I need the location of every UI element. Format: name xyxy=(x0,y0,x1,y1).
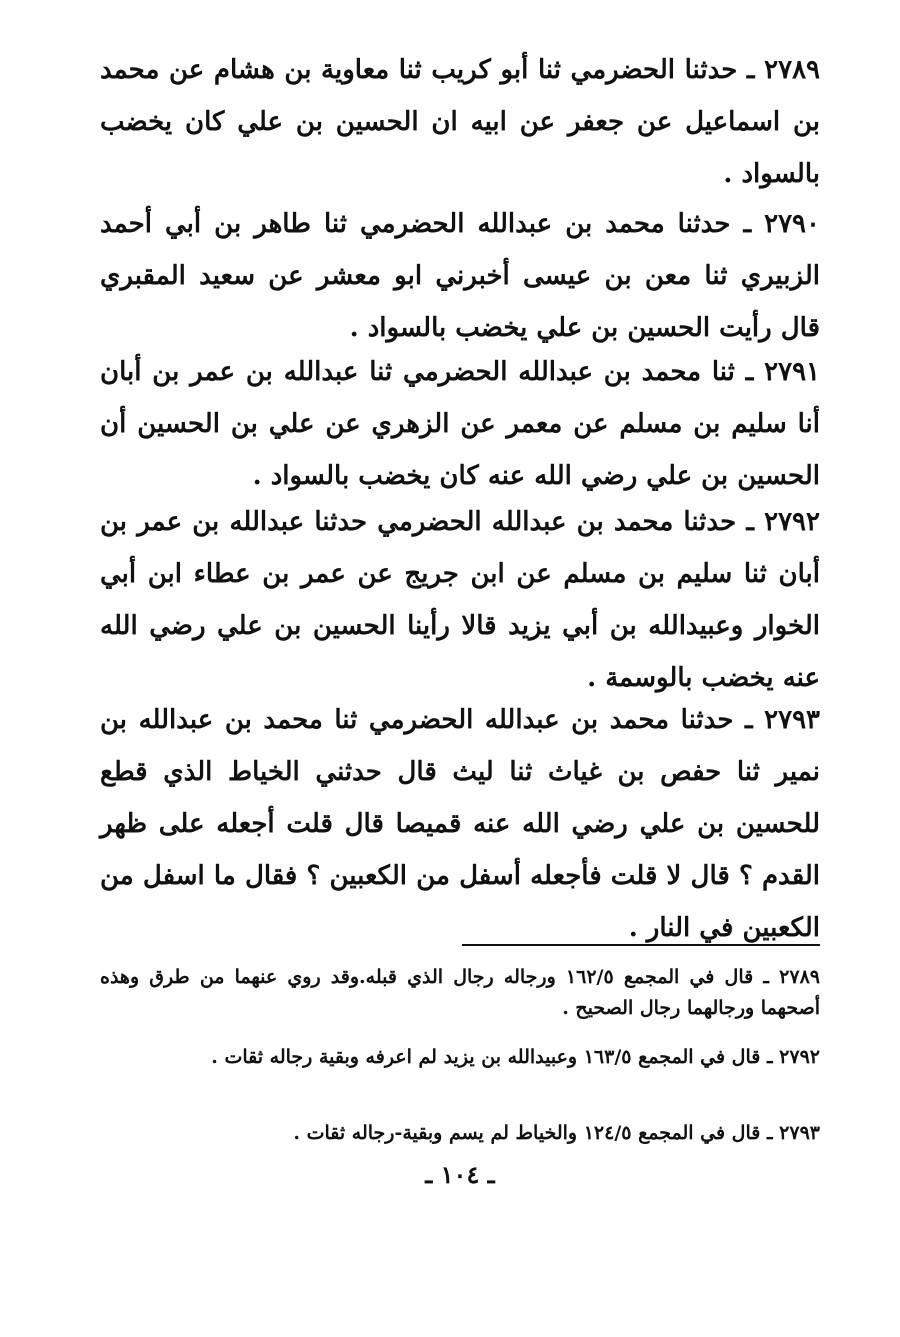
footnote-2789 xyxy=(100,962,820,1024)
footnote-separator: ـ xyxy=(763,966,769,988)
hadith-2789 xyxy=(100,44,820,200)
footnote-text: قال في المجمع ١٢٤/٥ والخياط لم يسم وبقية-رجاله ثقات . xyxy=(293,1122,761,1144)
footnote-text: قال في المجمع ١٦٢/٥ ورجاله رجال الذي قبله.وقد روي عنهما من طرق وهذه أصحهما ورجالهما رجال الصحيح . xyxy=(100,966,820,1019)
footnote-2792 xyxy=(100,1042,820,1073)
footnote-number: ٢٧٨٩ xyxy=(779,966,820,988)
hadith-separator: ـ xyxy=(744,705,753,735)
hadith-text: حدثنا محمد بن عبدالله الحضرمي ثنا محمد بن عبدالله بن نمير ثنا حفص بن غياث ثنا ليث قال حدثني الخياط الذي قطع للحسين بن علي رضي الله عنه قميصا قال قلت أجعله على ظهر القدم ؟ قال لا قلت فأجعله أسفل من الكعبين ؟ فقال ما اسفل من الكعبين في النار . xyxy=(100,705,820,943)
footnote-divider xyxy=(462,944,820,946)
footnote-separator: ـ xyxy=(766,1122,773,1144)
hadith-number: ٢٧٩٣ xyxy=(764,705,820,735)
hadith-number: ٢٧٨٩ xyxy=(764,55,820,85)
page-number: ـ ١٠٤ ـ xyxy=(425,1160,495,1189)
hadith-text: ثنا محمد بن عبدالله الحضرمي ثنا عبدالله بن عمر بن أبان أنا سليم بن مسلم عن معمر عن الزهري عن علي بن الحسين أن الحسين بن علي رضي الله عنه كان يخضب بالسواد . xyxy=(100,357,820,491)
footnote-separator: ـ xyxy=(766,1046,773,1068)
hadith-separator: ـ xyxy=(743,209,752,239)
hadith-2792 xyxy=(100,496,820,704)
hadith-separator: ـ xyxy=(746,507,754,537)
hadith-2791 xyxy=(100,346,820,502)
hadith-number: ٢٧٩١ xyxy=(764,357,820,387)
hadith-separator: ـ xyxy=(746,55,755,85)
hadith-2793 xyxy=(100,694,820,954)
hadith-text: حدثنا محمد بن عبدالله الحضرمي ثنا طاهر بن أبي أحمد الزبيري ثنا معن بن عيسى أخبرني ابو معشر عن سعيد المقبري قال رأيت الحسين بن علي يخضب بالسواد . xyxy=(100,209,820,343)
footnote-number: ٢٧٩٣ xyxy=(779,1122,820,1144)
footnote-2793 xyxy=(100,1118,820,1149)
hadith-text: حدثنا محمد بن عبدالله الحضرمي حدثنا عبدالله بن عمر بن أبان ثنا سليم بن مسلم عن ابن جريج عن عمر بن عطاء ابن أبي الخوار وعبيدالله بن أبي يزيد قالا رأينا الحسين بن علي رضي الله عنه يخضب بالوسمة . xyxy=(100,507,820,693)
hadith-2790 xyxy=(100,198,820,354)
hadith-text: حدثنا الحضرمي ثنا أبو كريب ثنا معاوية بن هشام عن محمد بن اسماعيل عن جعفر عن ابيه ان الحسين بن علي كان يخضب بالسواد . xyxy=(100,55,820,189)
hadith-separator: ـ xyxy=(745,357,754,387)
footnote-number: ٢٧٩٢ xyxy=(779,1046,820,1068)
hadith-number: ٢٧٩٢ xyxy=(764,507,820,537)
footnote-text: قال في المجمع ١٦٣/٥ وعبيدالله بن يزيد لم اعرفه وبقية رجاله ثقات . xyxy=(211,1046,761,1068)
hadith-number: ٢٧٩٠ xyxy=(764,209,820,239)
